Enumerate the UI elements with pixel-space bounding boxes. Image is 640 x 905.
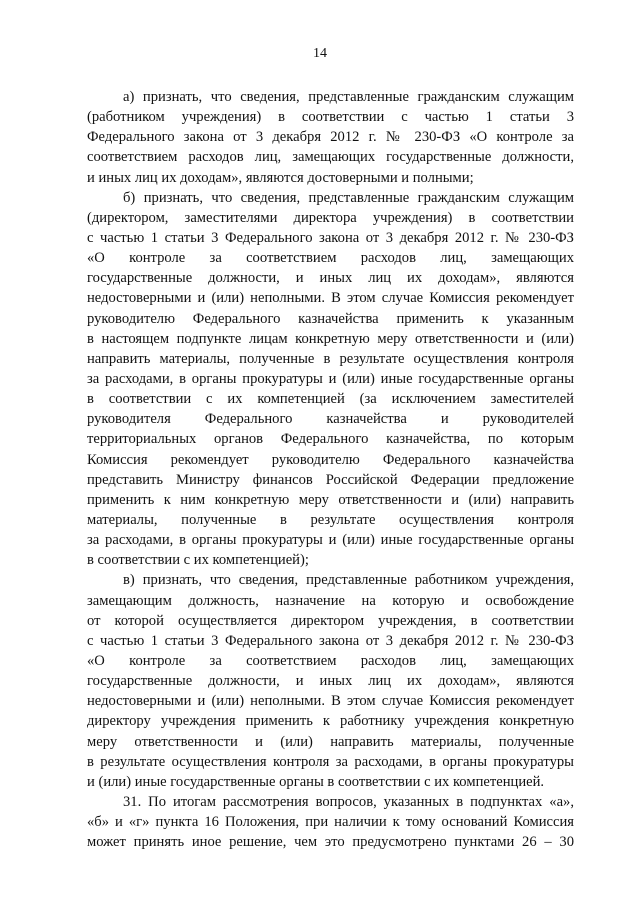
text-line: с частью 1 статьи 3 Федерального закона от 3 декабря 2012 г. № 230-ФЗ	[87, 229, 574, 246]
text-line: (работником учреждения) в соответствии с частью 1 статьи 3	[87, 109, 574, 126]
text-line: с частью 1 статьи 3 Федерального закона от 3 декабря 2012 г. № 230-ФЗ	[87, 632, 574, 649]
text-line: в результате осуществления контроля за расходами, в органы прокуратуры	[87, 753, 574, 770]
text-line: государственные должности, и иных лиц их доходам», являются	[87, 673, 574, 690]
text-line: б) признать, что сведения, представленные гражданским служащим	[123, 189, 574, 206]
text-line: соответствием расходов лиц, замещающих государственные должности,	[87, 149, 574, 166]
text-line: замещающим должность, назначение на которую и освобождение	[87, 592, 574, 609]
text-line: «б» и «г» пункта 16 Положения, при наличии к тому оснований Комиссия	[87, 814, 574, 831]
text-line: 31. По итогам рассмотрения вопросов, указанных в подпунктах «а»,	[123, 793, 574, 810]
text-line: применить к ним конкретную меру ответственности и (или) направить	[87, 491, 574, 508]
text-line: в) признать, что сведения, представленные работником учреждения,	[123, 572, 574, 589]
text-line: за расходами, в органы прокуратуры и (или) иные государственные органы	[87, 370, 574, 387]
text-line: в соответствии с их компетенцией (за исключением заместителей	[87, 391, 574, 408]
text-line: Комиссия рекомендует руководителю Федерального казначейства	[87, 451, 574, 468]
text-line: недостоверными и (или) неполными. В этом случае Комиссия рекомендует	[87, 693, 574, 710]
paragraph	[87, 792, 574, 852]
text-line: (директором, заместителями директора учреждения) в соответствии	[87, 209, 574, 226]
text-line: недостоверными и (или) неполными. В этом случае Комиссия рекомендует	[87, 290, 574, 307]
text-line: руководителю Федерального казначейства применить к указанным	[87, 310, 574, 327]
paragraph	[87, 570, 574, 792]
text-line: и иных лиц их доходам», являются достоверными и полными;	[87, 169, 474, 186]
text-line: в настоящем подпункте лицам конкретную меру ответственности и (или)	[87, 330, 574, 347]
text-line: представить Министру финансов Российской Федерации предложение	[87, 471, 574, 488]
text-line: в соответствии с их компетенцией);	[87, 552, 309, 569]
text-line: а) признать, что сведения, представленные гражданским служащим	[123, 89, 574, 105]
text-line: «О контроле за соответствием расходов лиц, замещающих	[87, 652, 574, 669]
page-number: 14	[313, 46, 327, 61]
paragraph	[87, 188, 574, 571]
text-line: директору учреждения применить к работнику учреждения конкретную	[87, 713, 574, 730]
text-line: государственные должности, и иных лиц их доходам», являются	[87, 270, 574, 287]
text-line: территориальных органов Федерального казначейства, по которым	[87, 431, 574, 448]
text-line: Федерального закона от 3 декабря 2012 г. № 230-ФЗ «О контроле за	[87, 129, 574, 146]
text-line: материалы, полученные в результате осуществления контроля	[87, 511, 574, 528]
text-line: и (или) иные государственные органы в соответствии с их компетенцией.	[87, 773, 545, 790]
text-line: руководителя Федерального казначейства и руководителей	[87, 411, 574, 428]
text-line: от которой осуществляется директором учреждения, в соответствии	[87, 612, 574, 629]
text-line: за расходами, в органы прокуратуры и (или) иные государственные органы	[87, 532, 574, 549]
paragraph	[87, 87, 574, 188]
text-line: меру ответственности и (или) направить материалы, полученные	[87, 733, 574, 750]
text-line: «О контроле за соответствием расходов лиц, замещающих	[87, 250, 574, 267]
document-body	[87, 87, 574, 852]
text-line: может принять иное решение, чем это предусмотрено пунктами 26 – 30	[87, 834, 574, 851]
text-line: направить материалы, полученные в результате осуществления контроля	[87, 350, 574, 367]
